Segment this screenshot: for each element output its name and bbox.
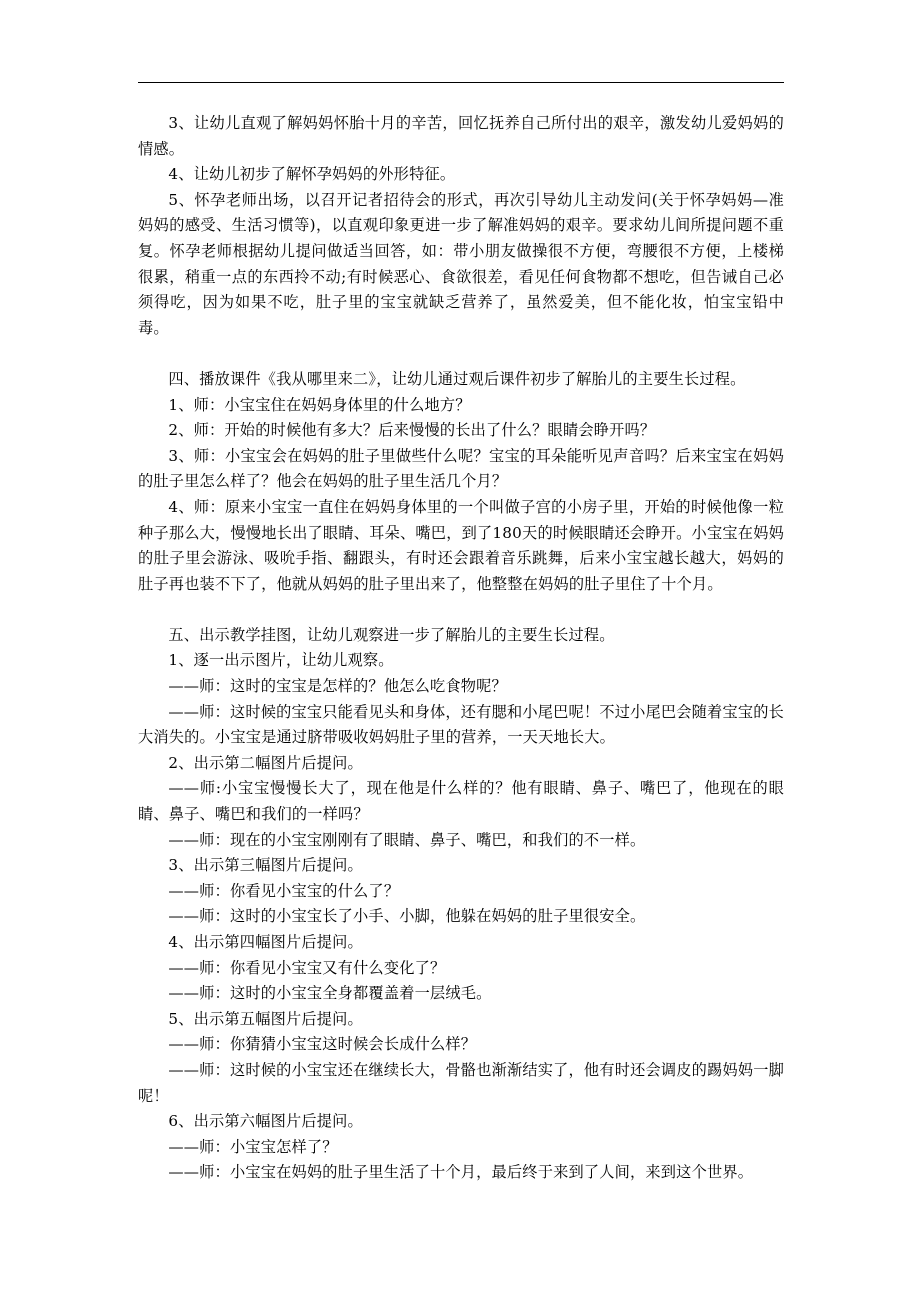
list-item: 5、出示第五幅图片后提问。 [168,1009,363,1028]
dialogue-line: ——师：你看见小宝宝又有什么变化了？ [168,958,446,977]
dialogue-line: ——师：现在的小宝宝刚刚有了眼睛、鼻子、嘴巴，和我们的不一样。 [168,830,646,849]
dialogue-line: ——师：小宝宝怎样了？ [168,1137,338,1156]
paragraph-goal-4: 4、让幼儿初步了解怀孕妈妈的外形特征。 [168,165,456,184]
dialogue-line: ——师：这时的小宝宝全身都覆盖着一层绒毛。 [168,984,492,1003]
paragraph-goal-5: 5、怀孕老师出场，以召开记者招待会的形式，再次引导幼儿主动发问(关于怀孕妈妈—准妈妈的感受、生活习惯等)，以直观印象更进一步了解准妈妈的艰辛。要求幼儿间所提问题不重复。怀孕老师根据幼儿提问做适当回答，如：带小朋友做操很不方便，弯腰很不方便，上楼梯很累，稍重一点的东西拎不动;有时候恶心、食欲很差，看见任何食物都不想吃，但告诫自己必须得吃，因为如果不吃，肚子里的宝宝就缺乏营养了，虽然爱美，但不能化妆，怕宝宝铅中毒。 [138,190,784,337]
list-item: 1、师：小宝宝住在妈妈身体里的什么地方？ [168,395,471,414]
dialogue-line: ——师：小宝宝在妈妈的肚子里生活了十个月，最后终于来到了人间，来到这个世界。 [168,1163,754,1182]
header-rule [138,82,784,83]
paragraph-goal-3: 3、让幼儿直观了解妈妈怀胎十月的辛苦，回忆抚养自己所付出的艰辛，激发幼儿爱妈妈的情感。 [138,114,784,158]
document-body [138,111,784,1186]
paragraph-spacer [138,597,784,623]
paragraph-spacer [138,341,784,367]
dialogue-line: ——师：你猜猜小宝宝这时候会长成什么样？ [168,1035,477,1054]
list-item: 3、师：小宝宝会在妈妈的肚子里做些什么呢？宝宝的耳朵能听见声音吗？后来宝宝在妈妈的肚子里怎么样了？他会在妈妈的肚子里生活几个月？ [138,446,784,491]
list-item: 2、出示第二幅图片后提问。 [168,753,363,772]
section-heading-4: 四、播放课件《我从哪里来二》，让幼儿通过观后课件初步了解胎儿的主要生长过程。 [168,369,746,388]
dialogue-line: ——师：你看见小宝宝的什么了？ [168,881,400,900]
list-item: 6、出示第六幅图片后提问。 [168,1112,363,1131]
section-heading-5: 五、出示教学挂图，让幼儿观察进一步了解胎儿的主要生长过程。 [168,625,615,644]
list-item: 3、出示第三幅图片后提问。 [168,856,363,875]
dialogue-line: ——师：这时的宝宝是怎样的？他怎么吃食物呢？ [168,677,507,696]
list-item: 1、逐一出示图片，让幼儿观察。 [168,651,394,670]
list-item: 4、师：原来小宝宝一直住在妈妈身体里的一个叫做子宫的小房子里，开始的时候他像一粒种子那么大，慢慢地长出了眼睛、耳朵、嘴巴，到了180天的时候眼睛还会睁开。小宝宝在妈妈的肚子里会游泳、吸吮手指、翻跟头，有时还会跟着音乐跳舞，后来小宝宝越长越大，妈妈的肚子再也装不下了，他就从妈妈的肚子里出来了，他整整在妈妈的肚子里住了十个月。 [138,497,784,593]
dialogue-line: ——师:小宝宝慢慢长大了，现在他是什么样的？他有眼睛、鼻子、嘴巴了，他现在的眼睛、鼻子、嘴巴和我们的一样吗？ [138,779,784,824]
list-item: 4、出示第四幅图片后提问。 [168,933,363,951]
list-item: 2、师：开始的时候他有多大？后来慢慢的长出了什么？眼睛会睁开吗？ [168,421,656,440]
dialogue-line: ——师：这时的小宝宝长了小手、小脚，他躲在妈妈的肚子里很安全。 [168,907,646,926]
dialogue-line: ——师：这时候的小宝宝还在继续长大，骨骼也渐渐结实了，他有时还会调皮的踢妈妈一脚呢！ [138,1060,784,1105]
dialogue-line: ——师：这时候的宝宝只能看见头和身体，还有腮和小尾巴呢！不过小尾巴会随着宝宝的长大消失的。小宝宝是通过脐带吸收妈妈肚子里的营养，一天天地长大。 [138,702,784,747]
